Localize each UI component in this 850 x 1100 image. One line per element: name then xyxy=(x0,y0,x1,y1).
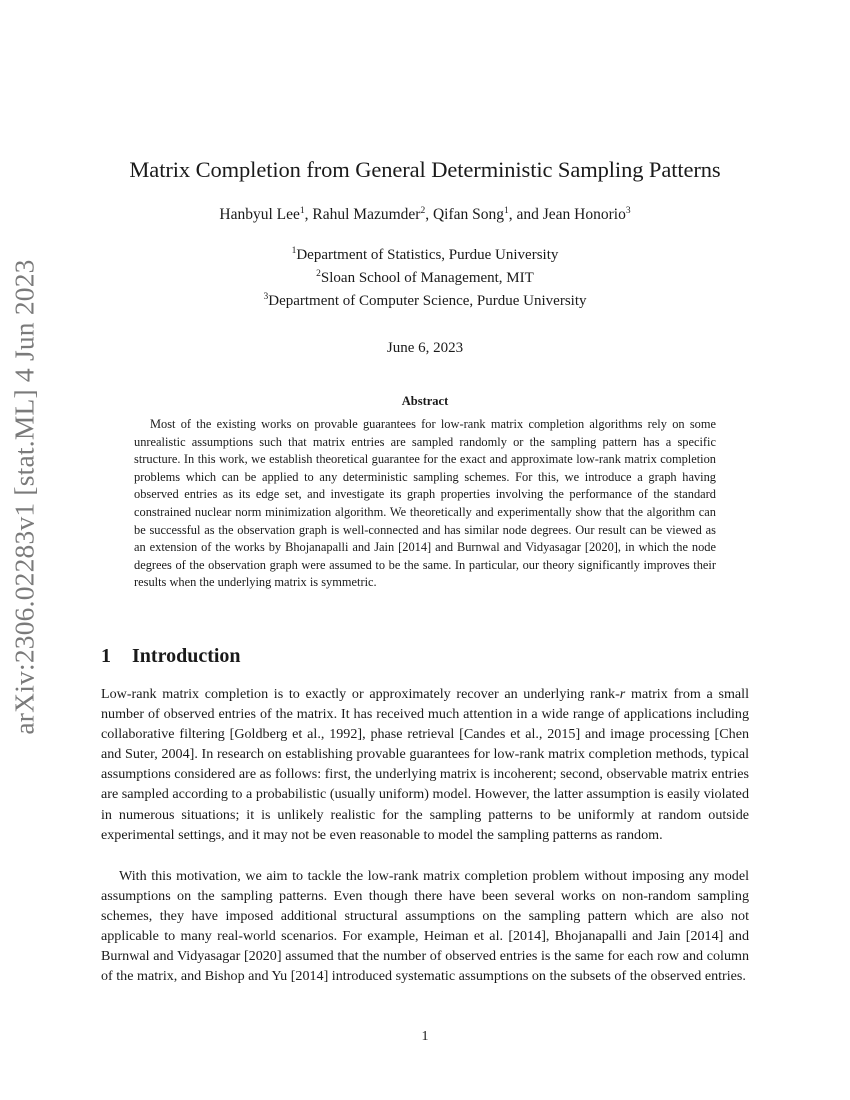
affiliation-marker: 1 xyxy=(291,246,297,256)
author-affiliation-marker: 3 xyxy=(625,206,631,216)
author-name: Rahul Mazumder xyxy=(312,206,421,223)
affiliation-list xyxy=(0,244,850,313)
author xyxy=(433,206,509,223)
affiliation xyxy=(0,267,850,290)
affiliation xyxy=(0,244,850,267)
section-title: Introduction xyxy=(132,645,241,667)
affiliation-text: Sloan School of Management, MIT xyxy=(320,270,534,286)
paragraph-text: matrix from a small number of observed entries of the matrix. It has received much attention in a wide range of applications including collaborative filtering [Goldberg et al., 1992], phase retrieval [Candes et al., 2015] and image processing [Chen and Suter, 2004]. In research on establishing provable guarantees for low-rank matrix completion methods, typical assumptions considered are as follows: first, the underlying matrix is incoherent; second, observable matrix entries are sampled according to a probabilistic (usually uniform) model. However, the latter assumption is easily violated in numerous situations; it is unlikely realistic for the sampling patterns to be uniformly at random outside experimental settings, and it may not be even reasonable to model the sampling patterns as random. xyxy=(101,686,749,843)
paper-title: Matrix Completion from General Deterministic Sampling Patterns xyxy=(129,157,721,182)
affiliation xyxy=(0,290,850,313)
author xyxy=(312,206,425,223)
author-affiliation-marker: 2 xyxy=(420,206,426,216)
abstract-text: Most of the existing works on provable guarantees for low-rank matrix completion algorithms rely on some unrealistic assumptions such that matrix entries are sampled randomly or the sampling pattern has a specific structure. In this work, we establish theoretical guarantee for the exact and approximate low-rank matrix completion problems which can be applied to any deterministic sampling schemes. For this, we introduce a graph having observed entries as its edge set, and investigate its graph properties involving the performance of the standard constrained nuclear norm minimization algorithm. We theoretically and experimentally show that the algorithm can be successful as the observation graph is well-connected and has similar node degrees. Our result can be viewed as an extension of the works by Bhojanapalli and Jain [2014] and Burnwal and Vidyasagar [2020], in which the node degrees of the observation graph were assumed to be the same. In particular, our theory significantly improves their results when the underlying matrix is symmetric. xyxy=(134,417,716,590)
author-separator: , xyxy=(304,206,313,223)
page-number: 1 xyxy=(421,1029,429,1044)
author-separator: , and xyxy=(508,206,543,223)
body-paragraph xyxy=(101,684,749,845)
author-name: Jean Honorio xyxy=(542,206,626,223)
author xyxy=(543,206,631,223)
author-list xyxy=(0,206,850,224)
arxiv-identifier-stamp xyxy=(8,259,42,735)
author-name: Qifan Song xyxy=(432,206,504,223)
math-variable: r xyxy=(619,686,626,702)
paragraph-text: Low-rank matrix completion is to exactly or approximately recover an underlying rank- xyxy=(101,686,620,702)
affiliation-marker: 2 xyxy=(316,269,321,279)
section-heading xyxy=(101,645,241,668)
body-paragraph: With this motivation, we aim to tackle the low-rank matrix completion problem without imposing any model assumptions on the sampling patterns. Even though there have been several works on non-random sampling schemes, they have imposed additional structural assumptions on the sampling pattern which are also not applicable to many real-world scenarios. For example, Heiman et al. [2014], Bhojanapalli and Jain [2014] and Burnwal and Vidyasagar [2020] assumed that the number of observed entries is the same for each row and column of the matrix, and Bishop and Yu [2014] introduced systematic assumptions on the subsets of the observed entries. xyxy=(101,868,749,985)
author-affiliation-marker: 1 xyxy=(503,206,509,216)
section-number: 1 xyxy=(101,645,111,667)
publication-date: June 6, 2023 xyxy=(386,340,464,356)
affiliation-marker: 3 xyxy=(263,292,269,302)
abstract-heading: Abstract xyxy=(401,394,449,408)
affiliation-text: Department of Statistics, Purdue University xyxy=(296,247,559,263)
affiliation-text: Department of Computer Science, Purdue University xyxy=(268,293,587,309)
arxiv-identifier-text: arXiv:2306.02283v1 [stat.ML] 4 Jun 2023 xyxy=(9,259,41,735)
author-separator: , xyxy=(425,206,433,223)
author xyxy=(219,206,304,223)
author-affiliation-marker: 1 xyxy=(299,206,305,216)
author-name: Hanbyul Lee xyxy=(219,206,300,223)
